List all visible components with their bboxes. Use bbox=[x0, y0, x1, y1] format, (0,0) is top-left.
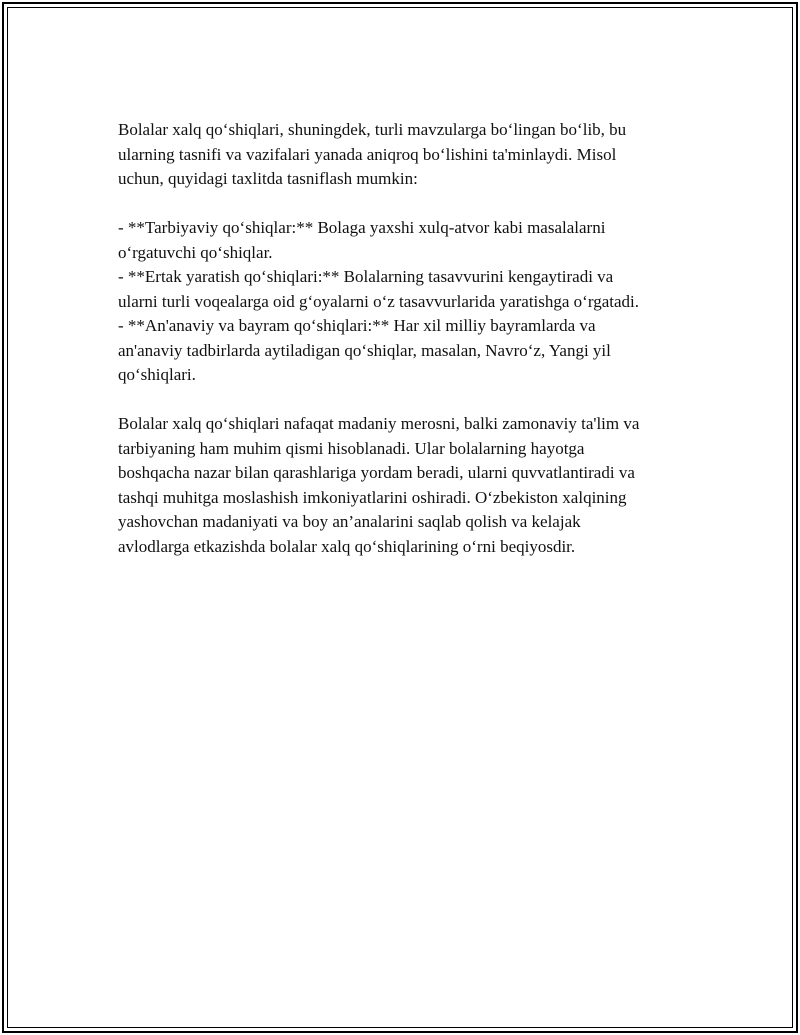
list-item-line: o‘rgatuvchi qo‘shiqlar. bbox=[118, 242, 273, 262]
document-body bbox=[118, 118, 698, 559]
text-line: Bolalar xalq qo‘shiqlari nafaqat madaniy merosni, balki zamonaviy ta'lim va bbox=[118, 414, 640, 433]
conclusion-paragraph bbox=[118, 412, 698, 559]
list-item-line: - **Tarbiyaviy qo‘shiqlar:** Bolaga yaxshi xulq-atvor kabi masalalarni bbox=[118, 218, 606, 237]
text-line: Bolalar xalq qo‘shiqlari, shuningdek, turli mavzularga bo‘lingan bo‘lib, bu bbox=[118, 120, 627, 139]
text-line: avlodlarga etkazishda bolalar xalq qo‘shiqlarining o‘rni beqiyosdir. bbox=[118, 536, 576, 556]
paragraph-spacer bbox=[118, 388, 698, 413]
list-item-line: - **Ertak yaratish qo‘shiqlari:** Bolalarning tasavvurini kengaytiradi va bbox=[118, 267, 614, 286]
list-item-ananaviy bbox=[118, 314, 698, 388]
list-item-line: - **An'anaviy va bayram qo‘shiqlari:** Har xil milliy bayramlarda va bbox=[118, 316, 596, 335]
list-item-line: an'anaviy tadbirlarda aytiladigan qo‘shiqlar, masalan, Navro‘z, Yangi yil bbox=[118, 340, 611, 360]
list-item-line: ularni turli voqealarga oid g‘oyalarni o‘z tasavvurlarida yaratishga o‘rgatadi. bbox=[118, 291, 639, 311]
classification-list bbox=[118, 216, 698, 388]
list-item-ertak bbox=[118, 265, 698, 314]
list-item-tarbiyaviy bbox=[118, 216, 698, 265]
text-line: tashqi muhitga moslashish imkoniyatlarini oshiradi. O‘zbekiston xalqining bbox=[118, 487, 627, 507]
text-line: boshqacha nazar bilan qarashlariga yordam beradi, ularni quvvatlantiradi va bbox=[118, 463, 635, 482]
paragraph-spacer bbox=[118, 192, 698, 217]
list-item-line: qo‘shiqlari. bbox=[118, 365, 196, 384]
text-line: tarbiyaning ham muhim qismi hisoblanadi. Ular bolalarning hayotga bbox=[118, 438, 585, 458]
text-line: yashovchan madaniyati va boy an’analarini saqlab qolish va kelajak bbox=[118, 512, 581, 531]
text-line: ularning tasnifi va vazifalari yanada aniqroq bo‘lishini ta'minlaydi. Misol bbox=[118, 144, 617, 164]
text-line: uchun, quyidagi taxlitda tasniflash mumkin: bbox=[118, 169, 418, 188]
intro-paragraph bbox=[118, 118, 698, 192]
